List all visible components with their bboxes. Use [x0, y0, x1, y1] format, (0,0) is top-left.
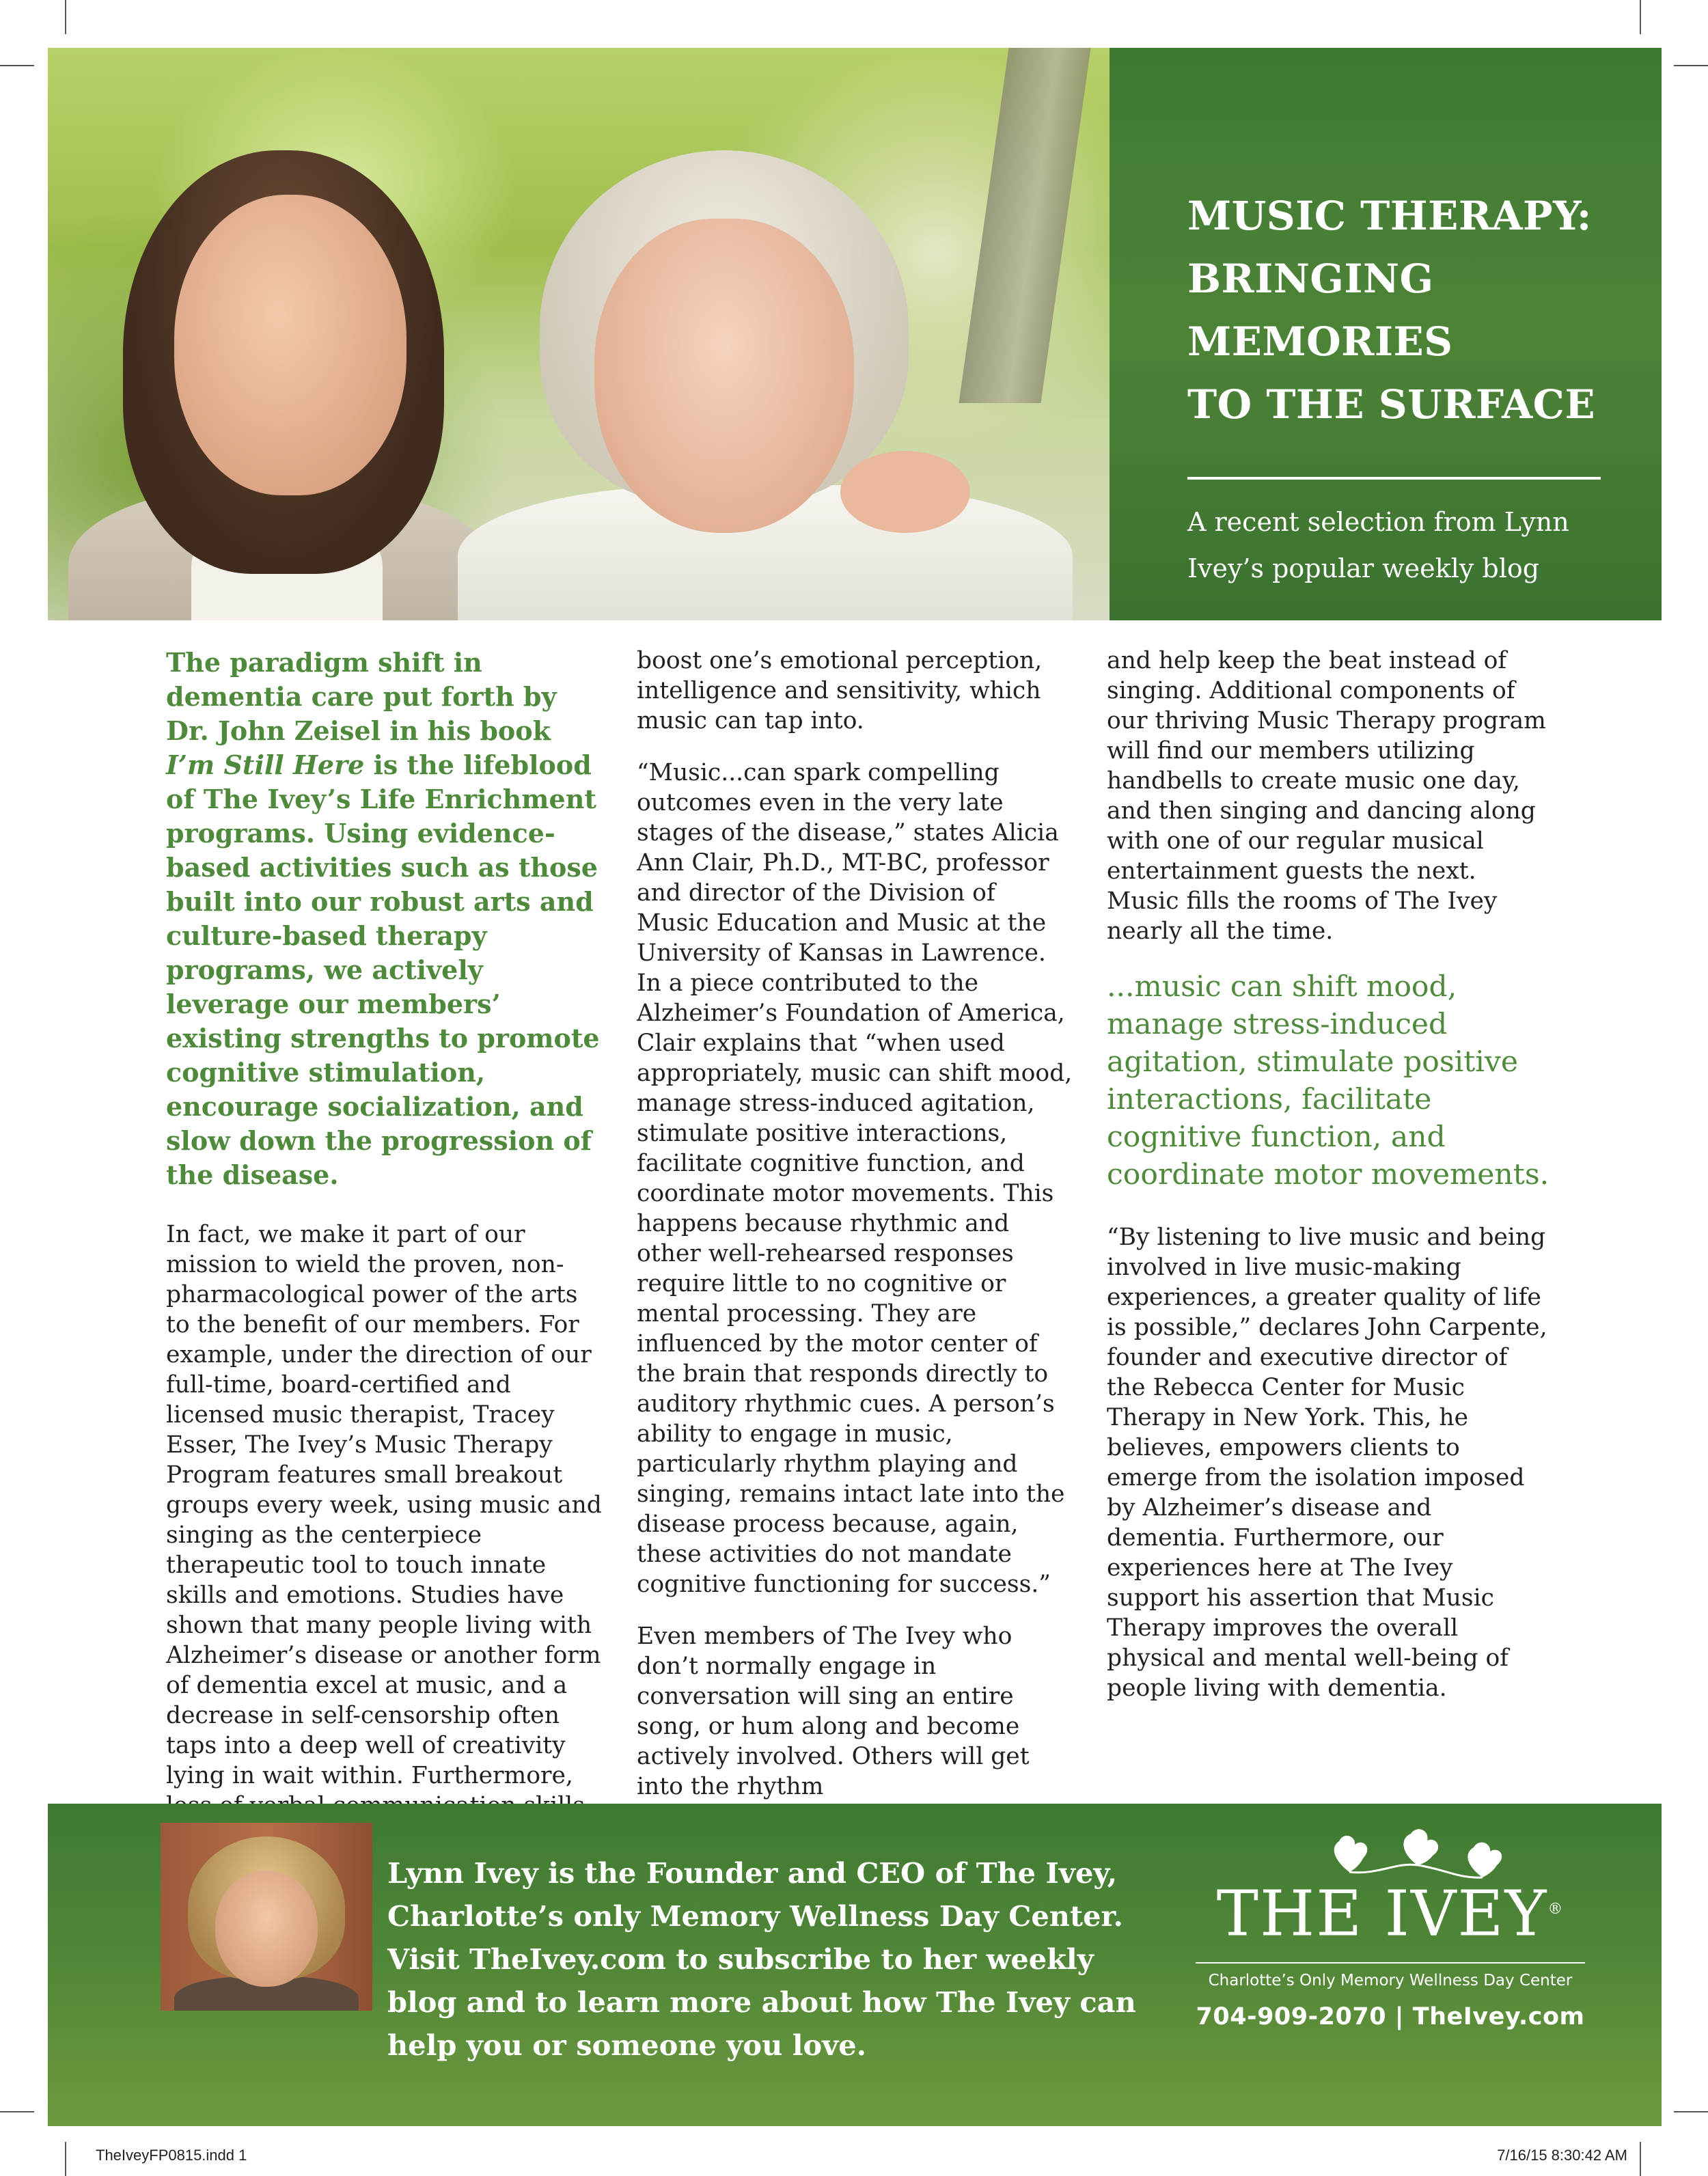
logo-text: THE IVEY [1216, 1877, 1548, 1951]
body-paragraph: In fact, we make it part of our mission to wield the proven, non-pharmacological power of the arts to the benefit of our members. For example, under the direction of our full-time, board-certified and licensed music therapist, Tracey Esser, The Ivey’s Music Therapy Program features small breakout groups every week, using music and singing as the centerpiece therapeutic tool to touch innate skills and emotions. Studies have shown that many people living with Alzheimer’s disease or another form of dementia excel at music, and a decrease in self-censorship often taps into a deep well of creativity lying in wait within. Furthermore, [166, 1221, 602, 1789]
registered-mark: ® [1547, 1901, 1565, 1918]
crop-mark [65, 0, 66, 34]
body-paragraph: “Music...can spark compelling outcomes even in the very late stages of the disease,” states Alicia Ann Clair, Ph.D., MT-BC, professor and director of the Division of Music Education and Music at the University of Kansas in Lawrence. In a piece contributed to the Alzheimer’s Foundation of America, Clair explains that “when used appropriately, music can shift mood, manage stress-induced agitation, stimulate positive interactions, facilitate cognitive function, and coordinate motor movements. This happens because rhythmic and other well-rehearsed responses require little to no cognitive or mental processing. They are influenced by the motor center of the brain that responds directly to auditory rhythmic cues. A person’s ability to engage in music, particularly rhythm playing and singing, remains intact late into the disease process because, again, these activities do not mandate cognitive functioning for success.” [637, 759, 1073, 1598]
lede-paragraph [166, 646, 603, 1192]
print-slug-timestamp: 7/16/15 8:30:42 AM [1497, 2147, 1627, 2164]
article-column-3 [1107, 646, 1551, 1725]
hero-banner [48, 48, 1662, 620]
article-title: MUSIC THERAPY: BRINGING MEMORIES TO THE SURFACE [1187, 193, 1596, 428]
title-panel [1110, 48, 1662, 620]
hand-on-shoulder [840, 451, 970, 533]
logo-wordmark [1175, 1875, 1606, 1951]
crop-mark [1674, 2111, 1708, 2112]
lede-text: is the lifeblood of The Ivey’s Life Enrichment programs. Using evidence-based activities such as those built into our robust arts and culture-based therapy programs, we actively leverage our members’ existing strengths to promote cognitive stimulation, encourage socialization, and slow down the progression of the disease. [166, 749, 600, 1190]
contact-info: 704-909-2070 | TheIvey.com [1196, 2003, 1585, 2030]
print-slug-file: TheIveyFP0815.indd 1 [96, 2147, 247, 2164]
hero-photo [48, 48, 1110, 620]
crop-mark [0, 2111, 34, 2112]
article-column-2 [637, 646, 1074, 1823]
author-face [215, 1871, 318, 1987]
tree-trunk [959, 48, 1090, 403]
body-paragraph: and help keep the beat instead of singing. Additional components of our thriving Music Therapy program will find our members utilizing handbells to create music one day, and then singing and dancing along with one of our regular musical entertainment guests the next. Music fills the rooms of The Ivey nearly all the time. [1107, 647, 1546, 945]
the-ivey-logo [1175, 1824, 1606, 2097]
body-paragraph: “By listening to live music and being involved in live music-making experiences, a greater quality of life is possible,” declares John Carpente, founder and executive director of the Rebecca Center for Music Therapy in New York. This, he believes, empowers clients to emerge from the isolation imposed by Alzheimer’s disease and dementia. Furthermore, our experiences here at The Ivey support his assertion that Music Therapy improves the overall physical and mental well-being of people living with dementia. [1107, 1224, 1547, 1702]
crop-mark [1674, 65, 1708, 66]
crop-mark [1640, 0, 1641, 34]
title-divider [1187, 477, 1601, 480]
body-paragraph: boost one’s emotional perception, intelligence and sensitivity, which music can tap into. [637, 647, 1043, 734]
article-column-1 [166, 646, 603, 1873]
logo-divider [1196, 1962, 1585, 1964]
crop-mark [0, 65, 34, 66]
crop-mark [65, 2142, 66, 2176]
crop-mark [1640, 2142, 1641, 2176]
author-footer [48, 1804, 1662, 2126]
logo-tagline: Charlotte’s Only Memory Wellness Day Center [1208, 1972, 1573, 1989]
lede-text: The paradigm shift in dementia care put forth by Dr. John Zeisel in his book [166, 647, 557, 746]
book-title: I’m Still Here [166, 749, 365, 780]
younger-woman-face [174, 195, 407, 495]
body-paragraph: Even members of The Ivey who don’t normally engage in conversation will sing an entire song, or hum along and become actively involved. Others will get into the rhythm [637, 1623, 1030, 1800]
article-subtitle: A recent selection from Lynn Ivey’s popular weekly blog [1187, 507, 1569, 583]
author-bio: Lynn Ivey is the Founder and CEO of The Ivey, Charlotte’s only Memory Wellness Day Center. Visit TheIvey.com to subscribe to her weekly blog and to learn more about how The Ivey can help you or someone you love. [387, 1856, 1136, 2062]
older-woman-face [594, 219, 854, 533]
author-photo [161, 1823, 372, 2011]
pull-quote: ...music can shift mood, manage stress-induced agitation, stimulate positive interactions, facilitate cognitive function, and coordinate motor movements. [1107, 970, 1549, 1192]
